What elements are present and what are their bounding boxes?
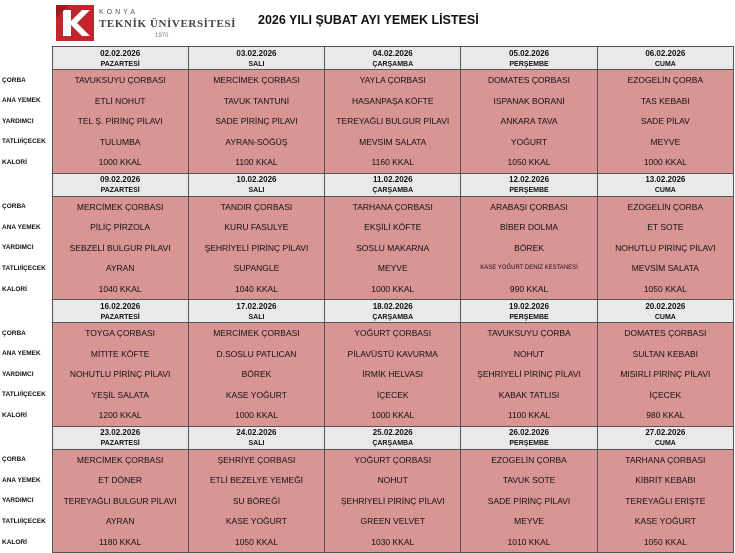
menu-item: YOĞURT	[461, 132, 597, 153]
day-date: 27.02.2026	[597, 426, 733, 439]
menu-row	[0, 91, 734, 112]
menu-item: 1000 KKAL	[325, 279, 461, 300]
menu-item: NOHUT	[325, 470, 461, 491]
menu-item: AYRAN	[52, 511, 188, 532]
menu-item: MERCİMEK ÇORBASI	[52, 449, 188, 470]
menu-item: 1000 KKAL	[325, 405, 461, 426]
row-label: YARDIMCI	[0, 111, 52, 132]
menu-item: 1050 KKAL	[597, 279, 733, 300]
menu-row	[0, 491, 734, 512]
menu-item: KURU FASULYE	[188, 217, 324, 238]
menu-item: ETLİ NOHUT	[52, 91, 188, 112]
menu-item: GREEN VELVET	[325, 511, 461, 532]
menu-row	[0, 238, 734, 259]
day-date: 09.02.2026	[52, 173, 188, 186]
row-label: ÇORBA	[0, 196, 52, 217]
menu-item: ET DÖNER	[52, 470, 188, 491]
menu-row	[0, 70, 734, 91]
menu-item: NOHUT	[461, 344, 597, 365]
menu-item: MEVSİM SALATA	[325, 132, 461, 153]
day-name: PAZARTESİ	[52, 312, 188, 323]
menu-item: YAYLA ÇORBASI	[325, 70, 461, 91]
menu-row	[0, 152, 734, 173]
day-date: 20.02.2026	[597, 300, 733, 313]
menu-row	[0, 279, 734, 300]
menu-item: 1000 KKAL	[188, 405, 324, 426]
day-name: CUMA	[597, 312, 733, 323]
menu-item: SADE PİLAV	[597, 111, 733, 132]
menu-item: BÖREK	[188, 364, 324, 385]
menu-table	[0, 46, 734, 553]
row-label: TATLI/İÇECEK	[0, 511, 52, 532]
menu-row	[0, 511, 734, 532]
menu-item: KASE YOĞURT DENİZ KESTANESİ	[461, 258, 597, 279]
page-title: 2026 YILI ŞUBAT AYI YEMEK LİSTESİ	[258, 13, 479, 27]
menu-item: TAVUK TANTUNİ	[188, 91, 324, 112]
menu-item: ARABAŞI ÇORBASI	[461, 196, 597, 217]
menu-item: TEREYAĞLI BULGUR PİLAVI	[52, 491, 188, 512]
day-date: 04.02.2026	[325, 47, 461, 60]
menu-item: ŞEHRİYE ÇORBASI	[188, 449, 324, 470]
logo-line1: KONYA	[99, 9, 138, 16]
menu-item: AYRAN	[52, 258, 188, 279]
menu-item: SADE PİRİNÇ PİLAVI	[461, 491, 597, 512]
day-date: 05.02.2026	[461, 47, 597, 60]
menu-item: SULTAN KEBABI	[597, 344, 733, 365]
day-date: 18.02.2026	[325, 300, 461, 313]
menu-item: YEŞİL SALATA	[52, 385, 188, 406]
menu-item: YOĞURT ÇORBASI	[325, 323, 461, 344]
menu-item: İÇECEK	[597, 385, 733, 406]
menu-row	[0, 217, 734, 238]
menu-row	[0, 405, 734, 426]
menu-item: ETLİ BEZELYE YEMEĞİ	[188, 470, 324, 491]
day-date: 06.02.2026	[597, 47, 733, 60]
menu-item: TEL Ş. PİRİNÇ PİLAVI	[52, 111, 188, 132]
menu-item: 1160 KKAL	[325, 152, 461, 173]
menu-item: 980 KKAL	[597, 405, 733, 426]
row-label: KALORİ	[0, 152, 52, 173]
day-date: 25.02.2026	[325, 426, 461, 439]
date-row	[0, 300, 734, 313]
menu-item: ISPANAK BORANİ	[461, 91, 597, 112]
menu-row	[0, 449, 734, 470]
university-logo	[55, 4, 245, 42]
menu-item: DOMATES ÇORBASI	[597, 323, 733, 344]
menu-item: TULUMBA	[52, 132, 188, 153]
menu-row	[0, 364, 734, 385]
menu-item: EKŞİLİ KÖFTE	[325, 217, 461, 238]
day-date: 23.02.2026	[52, 426, 188, 439]
menu-row	[0, 532, 734, 553]
menu-item: 1010 KKAL	[461, 532, 597, 553]
row-label: TATLI/İÇECEK	[0, 258, 52, 279]
day-name-row	[0, 59, 734, 70]
menu-item: PİLAVÜSTÜ KAVURMA	[325, 344, 461, 365]
menu-item: SUPANGLE	[188, 258, 324, 279]
menu-row	[0, 323, 734, 344]
day-date: 03.02.2026	[188, 47, 324, 60]
row-label: ANA YEMEK	[0, 470, 52, 491]
menu-item: 1100 KKAL	[188, 152, 324, 173]
date-row	[0, 173, 734, 186]
menu-item: NOHUTLU PİRİNÇ PİLAVI	[52, 364, 188, 385]
menu-item: TARHANA ÇORBASI	[597, 449, 733, 470]
menu-row	[0, 258, 734, 279]
menu-item: 1030 KKAL	[325, 532, 461, 553]
menu-item: 1100 KKAL	[461, 405, 597, 426]
menu-item: TAVUKSUYU ÇORBA	[461, 323, 597, 344]
day-name: SALI	[188, 59, 324, 70]
menu-item: 1200 KKAL	[52, 405, 188, 426]
menu-item: MEVSİM SALATA	[597, 258, 733, 279]
menu-item: İÇECEK	[325, 385, 461, 406]
menu-item: MEYVE	[597, 132, 733, 153]
menu-item: EZOGELİN ÇORBA	[597, 70, 733, 91]
menu-item: ANKARA TAVA	[461, 111, 597, 132]
menu-item: KİBRİT KEBABI	[597, 470, 733, 491]
menu-item: 1040 KKAL	[52, 279, 188, 300]
menu-item: AYRAN-SÖĞÜŞ	[188, 132, 324, 153]
day-name: SALI	[188, 312, 324, 323]
day-name: ÇARŞAMBA	[325, 439, 461, 450]
menu-item: DOMATES ÇORBASI	[461, 70, 597, 91]
day-name: PAZARTESİ	[52, 439, 188, 450]
row-label: KALORİ	[0, 279, 52, 300]
day-name: ÇARŞAMBA	[325, 59, 461, 70]
row-label: KALORİ	[0, 532, 52, 553]
menu-item: TEREYAĞLI ERİŞTE	[597, 491, 733, 512]
day-name-row	[0, 186, 734, 197]
day-name: CUMA	[597, 439, 733, 450]
menu-item: ŞEHRİYELİ PİRİNÇ PİLAVI	[188, 238, 324, 259]
menu-item: TARHANA ÇORBASI	[325, 196, 461, 217]
menu-item: 1050 KKAL	[188, 532, 324, 553]
row-label: ÇORBA	[0, 449, 52, 470]
row-label: ÇORBA	[0, 323, 52, 344]
day-name: SALI	[188, 186, 324, 197]
menu-item: 1180 KKAL	[52, 532, 188, 553]
day-date: 13.02.2026	[597, 173, 733, 186]
menu-item: MISIRLI PİRİNÇ PİLAVI	[597, 364, 733, 385]
day-date: 12.02.2026	[461, 173, 597, 186]
menu-item: SADE PİRİNÇ PİLAVI	[188, 111, 324, 132]
menu-item: YOĞURT ÇORBASI	[325, 449, 461, 470]
row-label: ANA YEMEK	[0, 217, 52, 238]
menu-item: TANDIR ÇORBASI	[188, 196, 324, 217]
menu-item: ŞEHRİYELİ PİRİNÇ PİLAVI	[461, 364, 597, 385]
day-name: ÇARŞAMBA	[325, 312, 461, 323]
university-emblem-icon	[55, 4, 95, 42]
row-label: TATLI/İÇECEK	[0, 132, 52, 153]
logo-line2: TEKNİK ÜNİVERSİTESİ	[99, 18, 237, 30]
menu-item: SEBZELİ BULGUR PİLAVI	[52, 238, 188, 259]
day-name: PERŞEMBE	[461, 439, 597, 450]
menu-row	[0, 111, 734, 132]
day-name: ÇARŞAMBA	[325, 186, 461, 197]
menu-item: ŞEHRİYELİ PİRİNÇ PİLAVI	[325, 491, 461, 512]
menu-item: ET SOTE	[597, 217, 733, 238]
menu-item: 1050 KKAL	[597, 532, 733, 553]
menu-item: D.SOSLU PATLICAN	[188, 344, 324, 365]
day-date: 02.02.2026	[52, 47, 188, 60]
menu-item: MEYVE	[461, 511, 597, 532]
menu-row	[0, 132, 734, 153]
day-name: SALI	[188, 439, 324, 450]
day-date: 26.02.2026	[461, 426, 597, 439]
menu-item: HASANPAŞA KÖFTE	[325, 91, 461, 112]
menu-item: TAS KEBABI	[597, 91, 733, 112]
menu-item: MEYVE	[325, 258, 461, 279]
menu-item: MERCİMEK ÇORBASI	[188, 70, 324, 91]
menu-item: KASE YOĞURT	[188, 385, 324, 406]
day-name: CUMA	[597, 186, 733, 197]
menu-row	[0, 344, 734, 365]
menu-item: 1000 KKAL	[52, 152, 188, 173]
day-name: PAZARTESİ	[52, 186, 188, 197]
day-name-row	[0, 439, 734, 450]
menu-item: TAVUKSUYU ÇORBASI	[52, 70, 188, 91]
row-label: TATLI/İÇECEK	[0, 385, 52, 406]
menu-item: KABAK TATLISI	[461, 385, 597, 406]
day-name: PAZARTESİ	[52, 59, 188, 70]
menu-item: MERCİMEK ÇORBASI	[52, 196, 188, 217]
menu-item: TOYGA ÇORBASI	[52, 323, 188, 344]
menu-item: TAVUK SOTE	[461, 470, 597, 491]
menu-item: SU BÖREĞİ	[188, 491, 324, 512]
menu-item: BÖREK	[461, 238, 597, 259]
row-label: ANA YEMEK	[0, 344, 52, 365]
menu-item: 990 KKAL	[461, 279, 597, 300]
menu-item: PİLİÇ PİRZOLA	[52, 217, 188, 238]
menu-item: 1000 KKAL	[597, 152, 733, 173]
day-name-row	[0, 312, 734, 323]
day-name: PERŞEMBE	[461, 59, 597, 70]
date-row	[0, 426, 734, 439]
row-label: ÇORBA	[0, 70, 52, 91]
menu-item: İRMİK HELVASI	[325, 364, 461, 385]
menu-item: 1050 KKAL	[461, 152, 597, 173]
row-label: ANA YEMEK	[0, 91, 52, 112]
day-name: PERŞEMBE	[461, 312, 597, 323]
row-label: YARDIMCI	[0, 491, 52, 512]
row-label: YARDIMCI	[0, 364, 52, 385]
row-label: YARDIMCI	[0, 238, 52, 259]
menu-item: EZOGELİN ÇORBA	[461, 449, 597, 470]
menu-row	[0, 470, 734, 491]
page-header	[0, 0, 735, 46]
menu-item: 1040 KKAL	[188, 279, 324, 300]
menu-item: TEREYAĞLI BULGUR PİLAVI	[325, 111, 461, 132]
menu-item: NOHUTLU PİRİNÇ PİLAVI	[597, 238, 733, 259]
menu-row	[0, 196, 734, 217]
date-row	[0, 47, 734, 60]
day-date: 19.02.2026	[461, 300, 597, 313]
row-label: KALORİ	[0, 405, 52, 426]
menu-item: MİTİTE KÖFTE	[52, 344, 188, 365]
menu-item: EZOGELİN ÇORBA	[597, 196, 733, 217]
day-date: 17.02.2026	[188, 300, 324, 313]
menu-item: SOSLU MAKARNA	[325, 238, 461, 259]
day-name: PERŞEMBE	[461, 186, 597, 197]
day-date: 16.02.2026	[52, 300, 188, 313]
menu-item: BİBER DOLMA	[461, 217, 597, 238]
day-date: 11.02.2026	[325, 173, 461, 186]
menu-item: KASE YOĞURT	[188, 511, 324, 532]
menu-row	[0, 385, 734, 406]
day-date: 24.02.2026	[188, 426, 324, 439]
menu-item: KASE YOĞURT	[597, 511, 733, 532]
day-date: 10.02.2026	[188, 173, 324, 186]
day-name: CUMA	[597, 59, 733, 70]
logo-year: 1970	[155, 33, 169, 39]
menu-item: MERCİMEK ÇORBASI	[188, 323, 324, 344]
